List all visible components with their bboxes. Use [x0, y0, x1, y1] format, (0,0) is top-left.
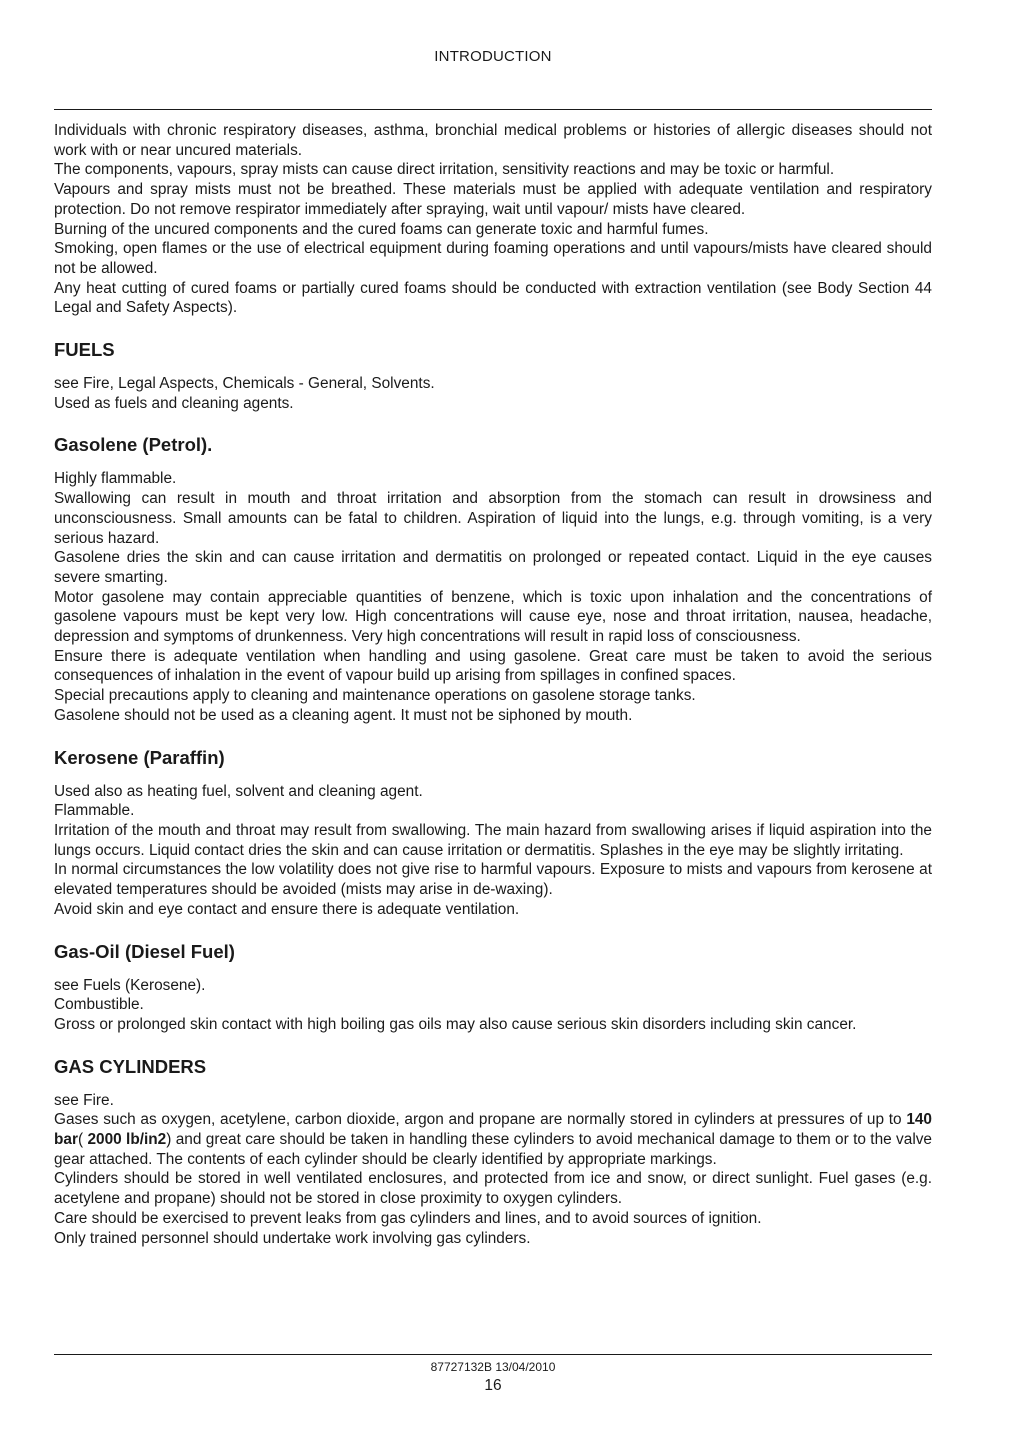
gasolene-paragraph: Highly flammable. — [54, 470, 177, 488]
intro-paragraph: Smoking, open flames or the use of electrical equipment during foaming operations and until vapours/mists have cleared should not be allowed. — [54, 240, 932, 277]
page-body — [54, 121, 932, 1248]
cylinders-pressure-paragraph — [54, 1110, 932, 1169]
pressure-psi-value: 2000 lb/in2 — [87, 1131, 167, 1149]
gasolene-section — [54, 434, 932, 725]
intro-paragraph: The components, vapours, spray mists can cause direct irritation, sensitivity reactions and may be toxic or harmful. — [54, 161, 835, 179]
fuels-heading: FUELS — [54, 339, 115, 361]
gasoil-heading: Gas-Oil (Diesel Fuel) — [54, 940, 235, 962]
kerosene-paragraph: Flammable. — [54, 802, 135, 820]
kerosene-heading: Kerosene (Paraffin) — [54, 746, 225, 768]
pressure-text: ( — [77, 1131, 88, 1149]
gasolene-paragraph: Gasolene should not be used as a cleaning agent. It must not be siphoned by mouth. — [54, 706, 633, 724]
fuels-paragraph: see Fire, Legal Aspects, Chemicals - General, Solvents. — [54, 375, 435, 393]
kerosene-paragraph: Avoid skin and eye contact and ensure there is adequate ventilation. — [54, 900, 520, 918]
gasolene-paragraph: Swallowing can result in mouth and throat irritation and absorption from the stomach can result in drowsiness and unconsciousness. Small amounts can be fatal to children. Aspiration of liquid into the lungs, e.g. through vomiting, is a very serious hazard. — [54, 490, 932, 547]
gasolene-paragraph: Special precautions apply to cleaning and maintenance operations on gasolene storage tanks. — [54, 687, 696, 705]
pressure-bar-value: 140 bar — [54, 1111, 932, 1149]
cylinders-paragraph: see Fire. — [54, 1091, 114, 1109]
fuels-paragraph: Used as fuels and cleaning agents. — [54, 394, 294, 412]
cylinders-paragraph: Care should be exercised to prevent leaks from gas cylinders and lines, and to avoid sources of ignition. — [54, 1209, 762, 1227]
kerosene-paragraph: Used also as heating fuel, solvent and cleaning agent. — [54, 782, 423, 800]
gasoil-paragraph: Gross or prolonged skin contact with high boiling gas oils may also cause serious skin disorders including skin cancer. — [54, 1015, 857, 1033]
running-header: INTRODUCTION — [434, 48, 552, 65]
kerosene-paragraph: Irritation of the mouth and throat may result from swallowing. The main hazard from swallowing arises if liquid aspiration into the lungs occurs. Liquid contact dries the skin and can cause irritation or dermatitis. Splashes in the eye may be slightly irritating. — [54, 821, 932, 859]
intro-paragraph: Any heat cutting of cured foams or partially cured foams should be conducted with extraction ventilation (see Body Section 44 Legal and Safety Aspects). — [54, 279, 932, 317]
intro-section — [54, 121, 932, 318]
fuels-section — [54, 339, 932, 413]
gas-cylinders-section — [54, 1056, 932, 1249]
intro-paragraph: Vapours and spray mists must not be breathed. These materials must be applied with adequate ventilation and respiratory protection. Do not remove respirator immediately after spraying, wait until vapour/ mists have cleared. — [54, 181, 932, 218]
cylinders-paragraph: Only trained personnel should undertake work involving gas cylinders. — [54, 1229, 531, 1247]
gasolene-paragraph: Ensure there is adequate ventilation when handling and using gasolene. Great care must be taken to avoid the serious consequences of inhalation in the event of vapour build up arising from spillages in confined spaces. — [54, 647, 932, 685]
gasolene-paragraph: Motor gasolene may contain appreciable quantities of benzene, which is toxic upon inhalation and the concentrations of gasolene vapours must be kept very low. High concentrations will cause eye, nose and throat irritation, nausea, headache, depression and symptoms of drunkenness. Very high concentrations will result in rapid loss of consciousness. — [54, 588, 932, 646]
gasoil-paragraph: Combustible. — [54, 996, 144, 1014]
gasoil-section — [54, 941, 932, 1035]
page-number: 16 — [484, 1377, 502, 1394]
gasolene-heading: Gasolene (Petrol). — [54, 434, 213, 456]
footer-rule — [54, 1354, 932, 1355]
gasolene-paragraph: Gasolene dries the skin and can cause irritation and dermatitis on prolonged or repeated contact. Liquid in the eye causes severe smarting. — [54, 549, 932, 586]
gasoil-paragraph: see Fuels (Kerosene). — [54, 976, 206, 994]
document-reference: 87727132B 13/04/2010 — [430, 1360, 556, 1374]
intro-paragraph: Individuals with chronic respiratory diseases, asthma, bronchial medical problems or histories of allergic diseases should not work with or near uncured materials. — [54, 122, 932, 159]
kerosene-paragraph: In normal circumstances the low volatility does not give rise to harmful vapours. Exposure to mists and vapours from kerosene at elevated temperatures should be avoided (mists may arise in de-waxing). — [54, 861, 932, 899]
cylinders-paragraph: Cylinders should be stored in well ventilated enclosures, and protected from ice and snow, or direct sunlight. Fuel gases (e.g. acetylene and propane) should not be stored in close proximity to oxygen cylinders. — [54, 1170, 932, 1208]
header-rule — [54, 109, 932, 110]
pressure-text: ) and great care should be taken in handling these cylinders to avoid mechanical damage to them or to the valve gear attached. The contents of each cylinder should be clearly identified by appropriate markings. — [54, 1131, 932, 1168]
intro-paragraph: Burning of the uncured components and the cured foams can generate toxic and harmful fumes. — [54, 220, 709, 238]
kerosene-section — [54, 747, 932, 920]
pressure-text: Gases such as oxygen, acetylene, carbon dioxide, argon and propane are normally stored in cylinders at pressures of up to — [54, 1111, 907, 1129]
gas-cylinders-heading: GAS CYLINDERS — [54, 1055, 207, 1077]
